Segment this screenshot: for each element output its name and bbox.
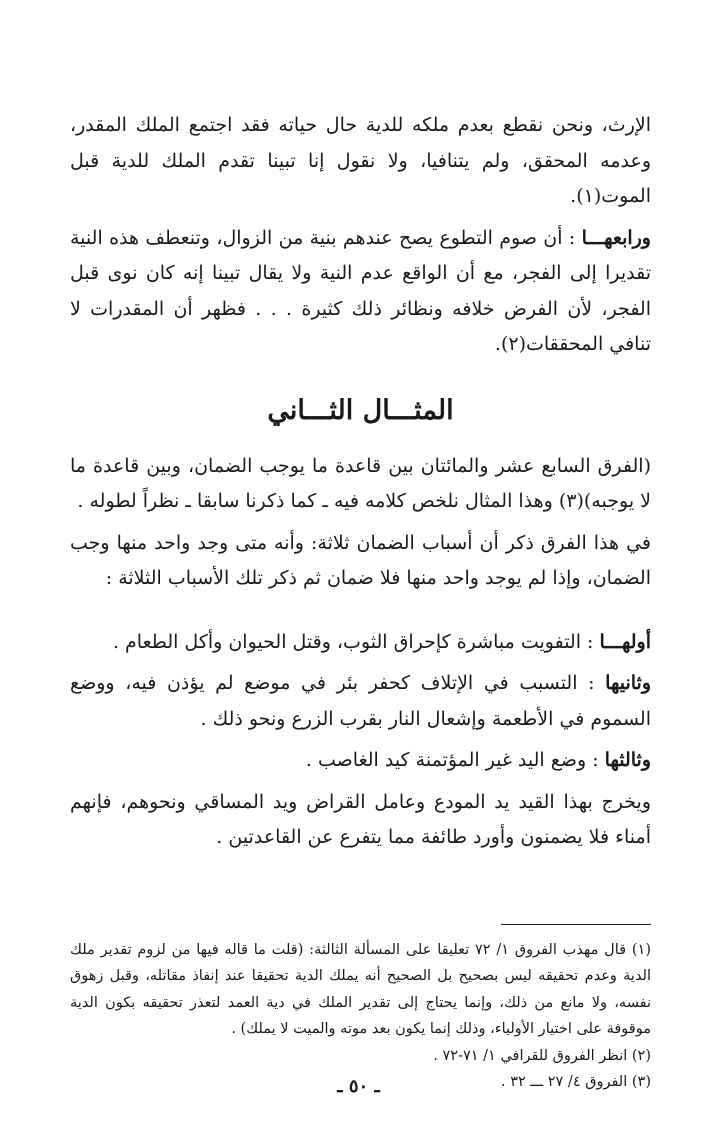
paragraph-third-cause xyxy=(70,743,651,779)
paragraph-causes-intro: في هذا الفرق ذكر أن أسباب الضمان ثلاثة: وأنه متى وجد واحد منها وجب الضمان، وإذا لم يوجد واحد منها فلا ضمان ثم ذكر تلك الأسباب الثلاثة : xyxy=(70,531,651,589)
footnote-2: (٢) انظر الفروق للقرافي ١/ ٧١-٧٢ . xyxy=(433,1047,651,1064)
paragraph-lead-first: أولهـــا xyxy=(599,630,651,653)
footnote-3: (٣) الفروق ٤/ ٢٧ ـــ ٣٢ . xyxy=(500,1074,651,1090)
paragraph-difference-title: (الفرق السابع عشر والمائتان بين قاعدة ما يوجب الضمان، وبين قاعدة ما لا يوجبه)(٣) وهذا المثال نلخص كلامه فيه ـ كما ذكرنا سابقا ـ نظراً لطوله . xyxy=(70,454,651,512)
paragraph-fourth xyxy=(70,221,651,363)
paragraph-third-cause-text: : وضع اليد غير المؤتمنة كيد الغاصب . xyxy=(305,749,599,771)
section-heading: المثـــال الثـــاني xyxy=(267,394,454,426)
footnote-separator xyxy=(501,924,651,925)
paragraph-second-cause xyxy=(70,666,651,737)
paragraph-lead-third: وثالثها xyxy=(604,749,651,771)
paragraph-lead-second: وثانيها xyxy=(605,672,651,694)
footnote-1: (١) قال مهذب الفروق ١/ ٧٢ تعليقا على المسألة الثالثة: (قلت ما قاله فيها من لزوم تقدير ملك الدية وعدم تحقيقه ليس بصحيح بل الصحيح أنه يملك الدية تحقيقا عند إنفاذ مقاتله، وقبل زهوق نفسه، ولا مانع من ذلك، وإنما يحتاج إلى تقدير الملك في دية العمد لتعذر تحقيقه بكون الدية موقوفة على اختيار الأولياء، وذلك إنما يكون بعد موته والميت لا يملك) . xyxy=(70,941,651,1037)
paragraph-first-cause-text: : التفويت مباشرة كإحراق الثوب، وقتل الحيوان وأكل الطعام . xyxy=(112,630,594,653)
paragraph-first-cause xyxy=(70,625,651,661)
paragraph-inheritance: الإرث، ونحن نقطع بعدم ملكه للدية حال حياته فقد اجتمع الملك المقدر، وعدمه المحقق، ولم يتنافيا، ولا نقول إنا تبينا تقدم الملك للدية قبل الموت(١). xyxy=(70,114,651,207)
paragraph-fourth-text: : أن صوم التطوع يصح عندهم بنية من الزوال، وتنعطف هذه النية تقديرا إلى الفجر، مع أن الواقع عدم النية ولا يقال تبينا إنه كان نوى قبل الفجر، لأن الفرض خلافه ونظائر ذلك كثيرة . . . فظهر أن المقدرات لا تنافي المحققات(٢). xyxy=(70,226,651,355)
paragraph-exclusions: ويخرج بهذا القيد يد المودع وعامل القراض ويد المساقي ونحوهم، فإنهم أمناء فلا يضمنون وأورد طائفة مما يتفرع عن القاعدتين . xyxy=(70,790,651,848)
page-number: ـ ٥٠ ـ xyxy=(337,1076,380,1097)
paragraph-second-cause-text: : التسبب في الإتلاف كحفر بئر في موضع لم يؤذن فيه، ووضع السموم في الأطعمة وإشعال النار بقرب الزرع ونحو ذلك . xyxy=(70,672,651,730)
footnotes xyxy=(70,937,651,1096)
main-text xyxy=(70,108,651,856)
paragraph-lead-fourth: ورابعهـــا xyxy=(581,226,651,249)
